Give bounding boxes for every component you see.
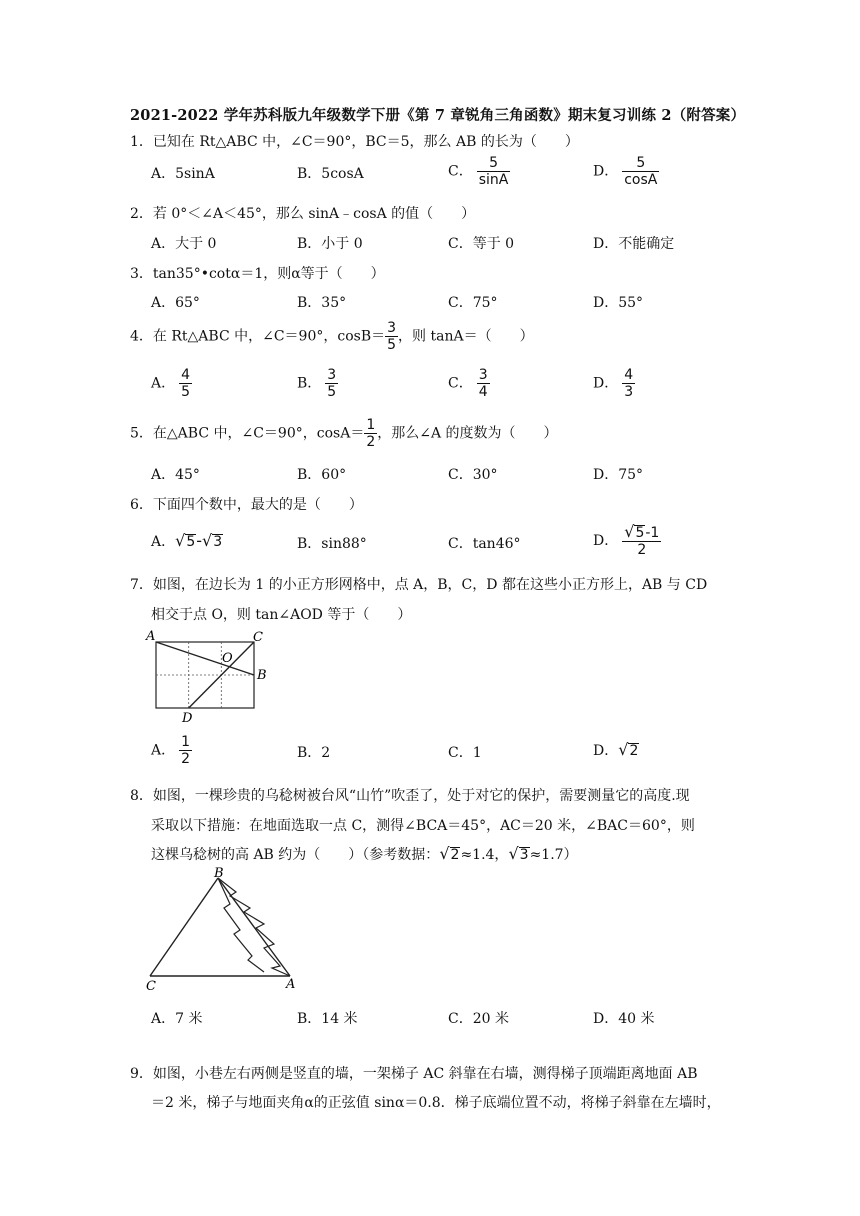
question-4-text: 4．在 Rt△ABC 中，∠C＝90°，cosB＝ $\frac{3}{5}$ ，则 tanA＝（ ）: [130, 320, 534, 353]
q8-option-a: A．7 米: [151, 1011, 203, 1027]
q8-option-c: C．20 米: [448, 1011, 509, 1027]
q2-option-c: C．等于 0: [448, 236, 515, 252]
q3-option-d: D．55°: [593, 295, 644, 311]
q6-option-d: D． $\frac{√5-1}{2}$: [593, 522, 660, 558]
question-7-text-line1: 7．如图，在边长为 1 的小正方形网格中，点 A，B，C，D 都在这些小正方形上，AB 与 CD: [130, 577, 708, 593]
q5-option-a: A．45°: [151, 467, 200, 483]
q1-c-fraction: $\frac{5}{\sin A}$: [478, 155, 509, 188]
q7-label-a: A: [146, 629, 156, 644]
q8-label-b: B: [214, 866, 224, 881]
question-8-text-line2: 采取以下措施：在地面选取一点 C，测得∠BCA＝45°，AC＝20 米，∠BAC＝60°，则: [151, 818, 695, 834]
question-7-text-line2: 相交于点 O，则 tan∠AOD 等于（ ）: [151, 607, 412, 623]
q1-option-c: C． $\frac{5}{\sin A}$: [448, 155, 509, 188]
q1-d-fraction: $\frac{5}{\cos A}$: [624, 155, 658, 188]
q8-option-b: B．14 米: [297, 1011, 358, 1027]
q4-cosb-fraction: $\frac{3}{5}$: [387, 320, 397, 353]
q3-option-c: C．75°: [448, 295, 498, 311]
q5-option-c: C．30°: [448, 467, 498, 483]
q7-label-d: D: [182, 711, 193, 724]
q8-option-d: D．40 米: [593, 1011, 655, 1027]
question-6-text: 6．下面四个数中，最大的是（ ）: [130, 497, 363, 513]
q5-option-b: B．60°: [297, 467, 347, 483]
q4-option-b: B． $\frac{3}{5}$: [297, 367, 337, 400]
q7-label-o: O: [222, 651, 233, 666]
q7-option-a: A． $\frac{1}{2}$: [151, 734, 191, 767]
page-title: 2021-2022 学年苏科版九年级数学下册《第 7 章锐角三角函数》期末复习训练 2（附答案）: [130, 107, 746, 124]
question-2-text: 2．若 0°＜∠A＜45°，那么 sinA﹣cosA 的值（ ）: [130, 206, 476, 222]
q2-option-b: B．小于 0: [297, 236, 363, 252]
question-8-text-line1: 8．如图，一棵珍贵的乌稔树被台风“山竹”吹歪了，处于对它的保护，需要测量它的高度.现: [130, 788, 690, 804]
question-3-text: 3．tan35°•cotα＝1，则α等于（ ）: [130, 266, 385, 282]
q4-option-a: A． $\frac{4}{5}$: [151, 367, 191, 400]
q8-label-a: A: [286, 977, 296, 992]
q7-label-b: B: [257, 668, 267, 683]
q4-option-c: C． $\frac{3}{4}$: [448, 367, 488, 400]
q4-a-fraction: $\frac{4}{5}$: [181, 367, 191, 400]
q6-d-fraction: $\frac{√5-1}{2}$: [624, 522, 660, 558]
q3-option-a: A．65°: [151, 295, 200, 311]
q4-c-fraction: $\frac{3}{4}$: [478, 367, 488, 400]
question-8-text-line3: 这棵乌稔树的高 AB 约为（ ）（参考数据：√2≈1.4，√3≈1.7）: [151, 844, 578, 863]
question-9-text-line1: 9．如图，小巷左右两侧是竖直的墙，一架梯子 AC 斜靠在右墙，测得梯子顶端距离地面 AB: [130, 1066, 698, 1082]
q7-option-c: C．1: [448, 745, 482, 761]
q4-option-d: D． $\frac{4}{3}$: [593, 367, 634, 400]
q7-label-c: C: [253, 630, 263, 645]
q4-d-fraction: $\frac{4}{3}$: [624, 367, 634, 400]
question-5-text: 5．在△ABC 中，∠C＝90°，cosA＝ $\frac{1}{2}$ ，那么∠A 的度数为（ ）: [130, 417, 558, 450]
question-1-text: 1．已知在 Rt△ABC 中，∠C＝90°，BC＝5，那么 AB 的长为（ ）: [130, 134, 579, 150]
q1-option-a: A．5sinA: [151, 166, 215, 182]
q1-option-b: B．5cosA: [297, 166, 364, 182]
q4-b-fraction: $\frac{3}{5}$: [327, 367, 337, 400]
q7-grid-figure: [140, 626, 275, 724]
q2-option-d: D．不能确定: [593, 236, 675, 252]
q6-option-c: C．tan46°: [448, 536, 521, 552]
q7-option-b: B．2: [297, 745, 331, 761]
q3-option-b: B．35°: [297, 295, 347, 311]
q5-cosa-fraction: $\frac{1}{2}$: [366, 417, 376, 450]
q5-option-d: D．75°: [593, 467, 644, 483]
q7-option-d: D．√2: [593, 740, 639, 759]
q6-option-b: B．sin88°: [297, 536, 367, 552]
q2-option-a: A．大于 0: [151, 236, 217, 252]
q7-a-fraction: $\frac{1}{2}$: [181, 734, 191, 767]
q1-option-d: D． $\frac{5}{\cos A}$: [593, 155, 658, 188]
q8-tree-figure: [140, 864, 305, 994]
q8-label-c: C: [146, 979, 156, 994]
q6-option-a: A．√5-√3: [151, 531, 223, 550]
question-9-text-line2: ＝2 米，梯子与地面夹角α的正弦值 sinα＝0.8．梯子底端位置不动，将梯子斜靠在左墙时，: [151, 1095, 721, 1111]
